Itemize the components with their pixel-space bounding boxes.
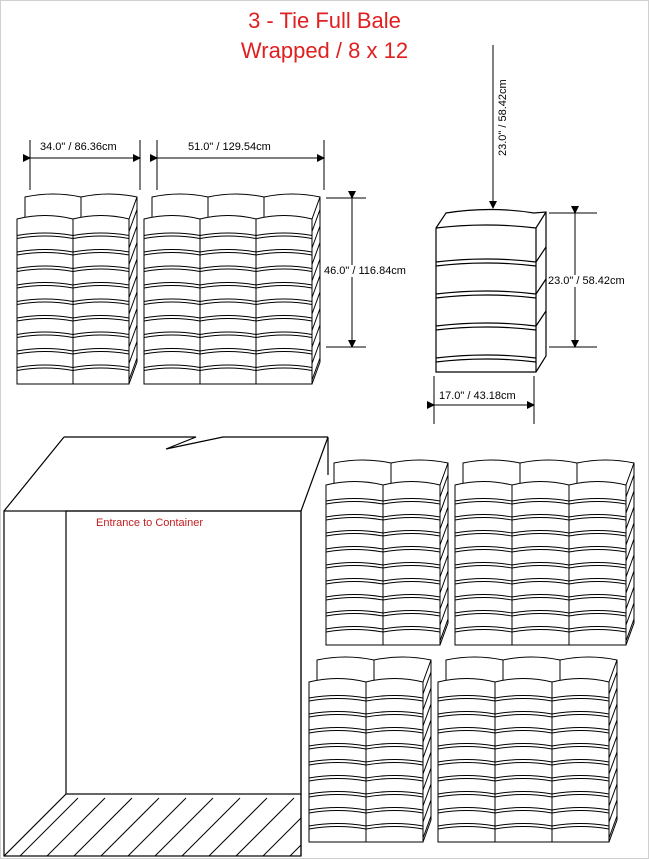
container-entrance-label: Entrance to Container: [96, 517, 204, 529]
bale-height-label: 23.0" / 58.42cm: [548, 275, 625, 287]
bale-depth-label: 23.0" / 58.42cm: [497, 79, 509, 156]
pallet-large: [144, 194, 320, 384]
container-pallet-front-left: [309, 657, 431, 842]
pallet-height-label: 46.0" / 116.84cm: [324, 265, 406, 277]
container: [4, 437, 328, 856]
pallet-small: [17, 194, 137, 384]
single-bale: [436, 210, 546, 373]
pallet-length-label: 51.0" / 129.54cm: [188, 141, 271, 153]
title-line-1: 3 - Tie Full Bale: [248, 8, 401, 33]
bale-width-label: 17.0" / 43.18cm: [439, 390, 516, 402]
container-pallet-front-right: [438, 657, 617, 842]
title-line-2: Wrapped / 8 x 12: [240, 38, 409, 63]
container-pallet-back-right: [455, 460, 634, 645]
container-floor-hatch: [20, 798, 301, 856]
pallet-width-label: 34.0" / 86.36cm: [40, 141, 117, 153]
container-pallet-back-left: [326, 460, 448, 645]
